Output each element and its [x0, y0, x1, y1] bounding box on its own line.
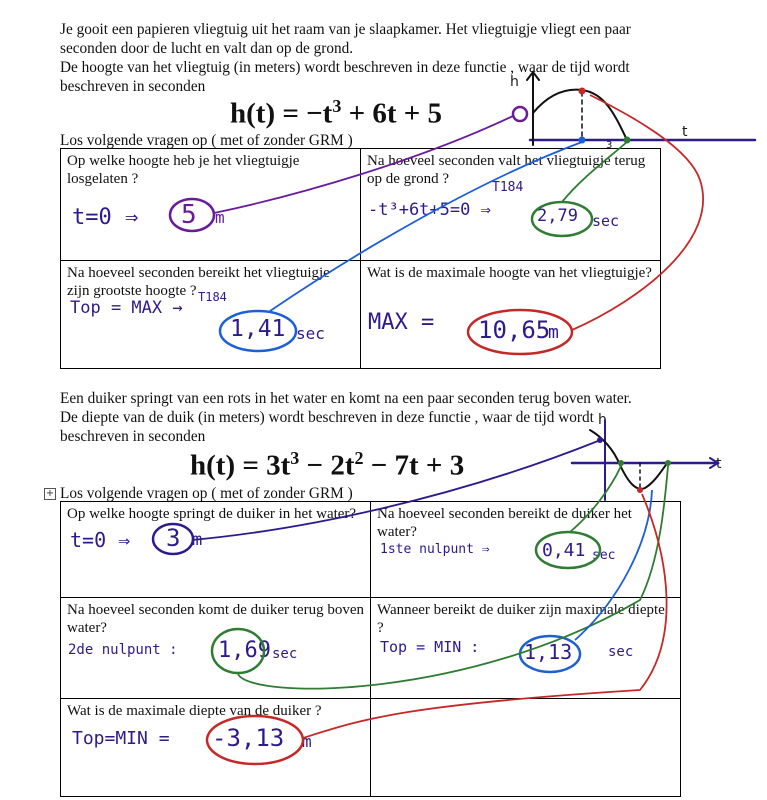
formula-2-exp2: 2 [354, 448, 364, 468]
dq5-text: Wat is de maximale diepte van de duiker ? [67, 703, 322, 719]
intro-2 [60, 389, 632, 446]
b3-work: 2de nulpunt : [68, 642, 178, 658]
b1-work: t=0 ⇒ [70, 528, 131, 552]
a4-work: MAX = [368, 310, 435, 335]
a3-value: 1,41 [230, 316, 286, 342]
a2-unit: sec [592, 212, 620, 230]
formula-2-rest: − 7t + 3 [363, 449, 465, 482]
intro-2-line-3: beschreven in seconden [60, 428, 206, 445]
b4-work: Top = MIN : [380, 638, 480, 656]
dq2-text: Na hoeveel seconden bereikt de duiker het water? [377, 506, 632, 540]
formula-2-lhs: h(t) = 3t [190, 449, 291, 482]
question-table-1 [60, 148, 661, 369]
a4-value: 10,65 [478, 316, 551, 344]
a1-value: 5 [181, 200, 197, 230]
a1-unit: m [215, 208, 225, 227]
graph1-zero-point [624, 137, 630, 143]
dq1-text: Op welke hoogte springt de duiker in het water? [67, 506, 357, 522]
dq6-cell [371, 699, 681, 797]
b3-value: 1,69 [218, 638, 271, 663]
dq3-text: Na hoeveel seconden komt de duiker terug boven water? [67, 602, 364, 636]
intro-1-line-1: Je gooit een papieren vliegtuig uit het raam van je slaapkamer. Het vliegtuigje vliegt een paar [60, 21, 631, 38]
formula-2 [190, 448, 464, 483]
a2-work: -t³+6t+5=0 ⇒ [368, 200, 491, 220]
b2-value: 0,41 [542, 540, 586, 561]
b3-unit: sec [272, 646, 298, 662]
a1-work: t=0 ⇒ [72, 205, 139, 230]
formula-1-rest: + 6t + 5 [341, 97, 443, 130]
graph1-tick: 3 [606, 140, 613, 151]
dq4-text: Wanneer bereikt de duiker zijn maximale diepte ? [377, 602, 665, 636]
graph2-xlabel: t [716, 456, 722, 472]
graph2-zero1 [618, 460, 624, 466]
q2-text: Na hoeveel seconden valt het vliegtuigje terug op de grond ? [367, 153, 646, 187]
formula-1-exp: 3 [332, 96, 342, 116]
b2-unit: sec [592, 548, 616, 563]
graph1-xlabel: t [682, 124, 688, 140]
graph1-curve [533, 90, 627, 140]
graph1-top-x-point [579, 137, 585, 143]
b4-value: 1,13 [524, 640, 573, 664]
b1-value: 3 [166, 524, 181, 552]
q1-text: Op welke hoogte heb je het vliegtuigje losgelaten ? [67, 153, 300, 187]
intro-1-line-4: beschreven in seconden [60, 78, 206, 95]
b1-unit: m [192, 530, 203, 550]
intro-1-line-2: seconden door de lucht en valt dan op de grond. [60, 40, 354, 57]
a2-value: 2,79 [537, 206, 578, 226]
intro-2-line-1: Een duiker springt van een rots in het water en komt na een paar seconden terug boven water. [60, 390, 632, 407]
graph1-start-point [513, 107, 527, 121]
formula-2-mid: − 2t [299, 449, 355, 482]
a3-calc: T184 [198, 290, 227, 304]
a2-calc: T184 [492, 180, 524, 195]
graph2-min-point [637, 487, 643, 493]
b5-unit: m [302, 732, 312, 751]
q4-text: Wat is de maximale hoogte van het vliegtuigje? [367, 265, 652, 281]
b2-work: 1ste nulpunt ⇒ [380, 542, 490, 557]
table-move-handle[interactable]: + [45, 488, 55, 499]
a3-work: Top = MAX → [70, 298, 183, 318]
intro-1 [60, 20, 631, 96]
graph2-ylabel: h [598, 412, 607, 428]
intro-2-line-2: De diepte van de duik (in meters) wordt beschreven in deze functie , waar de tijd wordt [60, 409, 594, 426]
q3-text: Na hoeveel seconden bereikt het vliegtuigje zijn grootste hoogte ? [67, 265, 330, 299]
formula-1-lhs: h(t) = −t [230, 97, 333, 130]
intro-1-line-3: De hoogte van het vliegtuig (in meters) wordt beschreven in deze functie , waar de tijd wordt [60, 59, 630, 76]
formula-2-exp1: 3 [290, 448, 300, 468]
a3-unit: sec [296, 324, 325, 343]
formula-1 [230, 96, 442, 131]
instruction-2: Los volgende vragen op ( met of zonder GRM ) [60, 485, 353, 502]
a4-unit: m [548, 322, 559, 343]
b5-work: Top=MIN = [72, 728, 170, 749]
b4-unit: sec [608, 644, 634, 660]
b5-value: -3,13 [212, 724, 285, 752]
graph2-zero2 [665, 460, 671, 466]
graph1-ylabel: h [510, 74, 519, 90]
instruction-1: Los volgende vragen op ( met of zonder GRM ) [60, 132, 353, 149]
